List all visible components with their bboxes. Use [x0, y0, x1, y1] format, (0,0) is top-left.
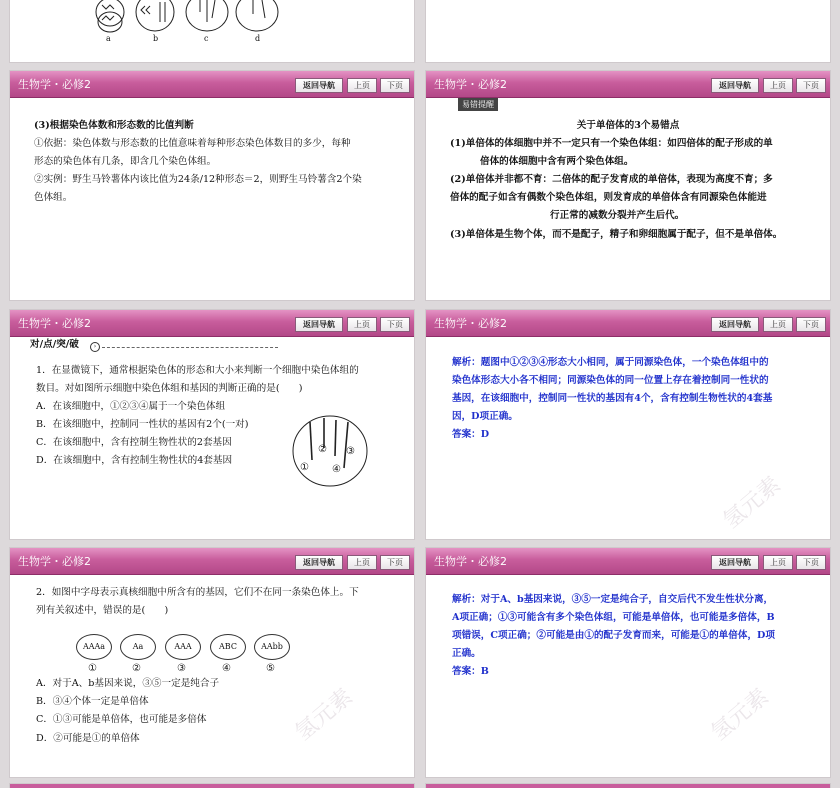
option-d: D．在该细胞中，含有控制生物性状的4套基因: [36, 455, 233, 466]
tip-tag: 易错提醒: [458, 98, 498, 111]
back-nav-button[interactable]: 返回导航: [711, 78, 759, 93]
answer-line: 答案：B: [452, 666, 489, 677]
option-a: A．对于A、b基因来说，③⑤一定是纯合子: [36, 678, 220, 689]
text-line: 形态的染色体有几条，即含几个染色体组。: [34, 156, 217, 167]
diagram-label-d: d: [255, 34, 261, 43]
question-line: 2．如图中字母表示真核细胞中所含有的基因，它们不在同一条染色体上。下: [36, 587, 359, 598]
prev-page-button[interactable]: 上页: [763, 78, 793, 93]
arrow-icon: ›: [90, 342, 100, 352]
subject-title: 生物学・必修2: [18, 78, 91, 91]
explanation-line: A项正确；①③可能含有多个染色体组，可能是单倍体，也可能是多倍体，B: [452, 612, 775, 623]
back-nav-button[interactable]: 返回导航: [295, 555, 343, 570]
option-d: D．②可能是①的单倍体: [36, 733, 140, 744]
next-page-button[interactable]: 下页: [796, 78, 826, 93]
gene-num-5: ⑤: [266, 663, 275, 674]
explanation-line: 因，D项正确。: [452, 411, 518, 422]
prev-page-button[interactable]: 上页: [347, 317, 377, 332]
explanation-line: 基因，在该细胞中，控制同一性状的基因有4个，含有控制生物性状的4套基: [452, 393, 773, 404]
text-line: (3)根据染色体数和形态数的比值判断: [34, 120, 194, 131]
diagram-label-c: c: [204, 34, 209, 43]
prev-page-button[interactable]: 上页: [347, 555, 377, 570]
gene-4: ABC: [210, 634, 246, 660]
next-page-button[interactable]: 下页: [796, 555, 826, 570]
slide-ratio-method: [10, 71, 414, 300]
slide-answer-2: [426, 548, 830, 777]
slide-top-right: [426, 0, 830, 62]
slide-answer-1: [426, 310, 830, 539]
subject-title: 生物学・必修2: [18, 317, 91, 330]
text-line: 倍体的配子如含有偶数个染色体组，则发育成的单倍体含有同源染色体能进: [450, 192, 767, 203]
cell-label-1: ①: [300, 462, 309, 473]
option-b: B．③④个体一定是单倍体: [36, 696, 149, 707]
watermark: 氢元素: [706, 684, 774, 746]
gene-5: AAbb: [254, 634, 290, 660]
text-line: ②实例：野生马铃薯体内该比值为24条/12种形态＝2，则野生马铃薯含2个染: [34, 174, 362, 185]
subject-title: 生物学・必修2: [434, 555, 507, 568]
text-line: (3)单倍体是生物个体，而不是配子，精子和卵细胞属于配子，但不是单倍体。: [450, 229, 783, 240]
answer-line: 答案：D: [452, 429, 490, 440]
gene-num-3: ③: [177, 663, 186, 674]
question-line: 数目。对如图所示细胞中染色体组和基因的判断正确的是( ): [36, 383, 303, 394]
slide-question-2: [10, 548, 414, 777]
cell-label-4: ④: [332, 464, 341, 475]
slide-title: 关于单倍体的3个易错点: [576, 120, 680, 131]
explanation-line: 解析：对于A、b基因来说，③⑤一定是纯合子，自交后代不发生性状分离，: [452, 594, 774, 605]
prev-page-button[interactable]: 上页: [763, 555, 793, 570]
section-label: 对/点/突/破: [30, 339, 79, 350]
diagram-label-a: a: [106, 34, 111, 43]
watermark: 氢元素: [290, 684, 358, 746]
next-page-button[interactable]: 下页: [380, 78, 410, 93]
gene-num-1: ①: [88, 663, 97, 674]
gene-3: AAA: [165, 634, 201, 660]
text-line: (1)单倍体的体细胞中并不一定只有一个染色体组：如四倍体的配子形成的单: [450, 138, 773, 149]
diagram-label-b: b: [153, 34, 159, 43]
subject-title: 生物学・必修2: [18, 555, 91, 568]
option-c: C．在该细胞中，含有控制生物性状的2套基因: [36, 437, 232, 448]
back-nav-button[interactable]: 返回导航: [295, 78, 343, 93]
gene-num-4: ④: [222, 663, 231, 674]
text-line: 倍体的体细胞中含有两个染色体组。: [480, 156, 634, 167]
gene-2: Aa: [120, 634, 156, 660]
explanation-line: 解析：题图中①②③④形态大小相同，属于同源染色体，一个染色体组中的: [452, 357, 769, 368]
cell-diagram: [10, 310, 414, 539]
text-line: (2)单倍体并非都不育：二倍体的配子发育成的单倍体，表现为高度不育；多: [450, 174, 773, 185]
explanation-line: 正确。: [452, 648, 481, 659]
slide-header: [10, 71, 414, 98]
explanation-line: 项错误，C项正确；②可能是由①的配子发育而来，可能是①的单倍体，D项: [452, 630, 775, 641]
subject-title: 生物学・必修2: [434, 78, 507, 91]
cell-label-3: ③: [346, 446, 355, 457]
chromosome-diagram: [10, 0, 414, 62]
slide-header: [426, 548, 830, 575]
next-page-button[interactable]: 下页: [380, 317, 410, 332]
slide-bottom-right: [426, 784, 830, 788]
back-nav-button[interactable]: 返回导航: [295, 317, 343, 332]
back-nav-button[interactable]: 返回导航: [711, 555, 759, 570]
option-c: C．①③可能是单倍体，也可能是多倍体: [36, 714, 207, 725]
gene-1: AAAa: [76, 634, 112, 660]
watermark: 氢元素: [718, 472, 786, 534]
next-page-button[interactable]: 下页: [796, 317, 826, 332]
slide-header: [426, 71, 830, 98]
slide-question-1: [10, 310, 414, 539]
text-line: 行正常的减数分裂并产生后代。: [550, 210, 685, 221]
subject-title: 生物学・必修2: [434, 317, 507, 330]
option-a: A．在该细胞中，①②③④属于一个染色体组: [36, 401, 226, 412]
back-nav-button[interactable]: 返回导航: [711, 317, 759, 332]
next-page-button[interactable]: 下页: [380, 555, 410, 570]
explanation-line: 染色体形态大小各不相同；同源染色体的同一位置上存在着控制同一性状的: [452, 375, 769, 386]
option-b: B．在该细胞中，控制同一性状的基因有2个(一对): [36, 419, 249, 430]
gene-num-2: ②: [132, 663, 141, 674]
slide-bottom-left: [10, 784, 414, 788]
cell-label-2: ②: [318, 444, 327, 455]
question-line: 1．在显微镜下，通常根据染色体的形态和大小来判断一个细胞中染色体组的: [36, 365, 359, 376]
question-line: 列有关叙述中，错误的是( ): [36, 605, 169, 616]
slide-top-left: [10, 0, 414, 62]
slide-header: [10, 548, 414, 575]
text-line: 色体组。: [34, 192, 73, 203]
slide-header: [426, 310, 830, 337]
slide-haploid-pitfalls: [426, 71, 830, 300]
prev-page-button[interactable]: 上页: [763, 317, 793, 332]
prev-page-button[interactable]: 上页: [347, 78, 377, 93]
text-line: ①依据：染色体数与形态数的比值意味着每种形态染色体数目的多少，每种: [34, 138, 351, 149]
